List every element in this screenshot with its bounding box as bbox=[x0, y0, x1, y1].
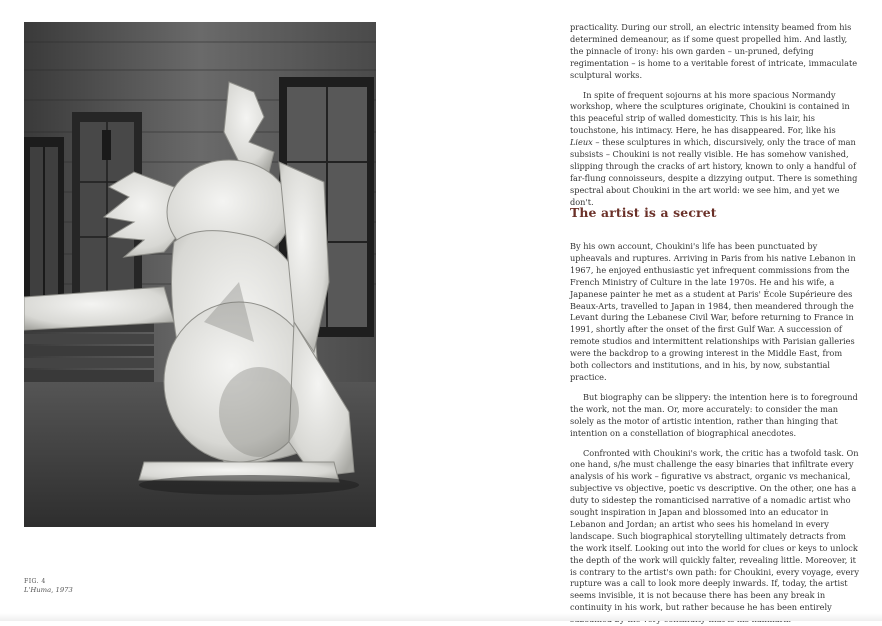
body-text-top bbox=[570, 22, 860, 209]
figure-caption bbox=[24, 578, 224, 594]
page-bottom-edge bbox=[0, 613, 882, 621]
paragraph: But biography can be slippery: the intention here is to foreground the work, not the man. Or, more accurately: to consider the man solely as the motor of artistic intention, rather than hinging that intention on a constellation of biographical anecdotes. bbox=[570, 392, 860, 440]
italic-term: Lieux bbox=[570, 137, 593, 147]
figure-title: L'Huma, 1973 bbox=[24, 586, 224, 594]
figure-label: FIG. 4 bbox=[24, 578, 224, 586]
sculpture-photo-image bbox=[24, 22, 376, 527]
paragraph-text: In spite of frequent sojourns at his more spacious Normandy workshop, where the sculptures originate, Choukini is contained in this peaceful strip of walled domesticity. This is his lair, his touchstone, his intimacy. Here, he has disappeared. For, like his bbox=[570, 90, 850, 136]
section-heading: The artist is a secret bbox=[570, 205, 717, 220]
paragraph: By his own account, Choukini's life has been punctuated by upheavals and ruptures. Arriving in Paris from his native Lebanon in 1967, he enjoyed enthusiastic yet infrequent commissions from the French Ministry of Culture in the late 1970s. He and his wife, a Japanese painter he met as a student at Paris' École Supérieure des Beaux-Arts, travelled to Japan in 1984, then meandered through the Levant during the Lebanese Civil War, before returning to France in 1991, shortly after the onset of the first Gulf War. A succession of remote studios and intermittent relationships with Parisian galleries were the backdrop to a growing interest in the Middle East, from both collectors and institutions, and in his, by now, substantial practice. bbox=[570, 241, 860, 384]
body-text-bottom bbox=[570, 241, 860, 626]
paragraph-text: – these sculptures in which, discursively, only the trace of man subsists – Choukini is not really visible. He has somehow vanished, slipping through the cracks of art history, known to only a handful of far-flung connoisseurs, despite a dizzying output. There is something spectral about Choukini in the art world: we see him, and yet we don't. bbox=[570, 137, 857, 207]
paragraph bbox=[570, 90, 860, 209]
paragraph: Confronted with Choukini's work, the critic has a twofold task. On one hand, s/he must challenge the easy binaries that infiltrate every analysis of his work – figurative vs abstract, organic vs mechanical, subjective vs objective, poetic vs descriptive. On the other, one has a duty to sidestep the romanticised narrative of a nomadic artist who sought inspiration in Japan and blossomed into an educator in Lebanon and Jordan; an artist who sees his homeland in every landscape. Such biographical storytelling ultimately detracts from the work itself. Looking out into the world for clues or keys to unlock the depth of the work will quickly falter, revealing little. Moreover, it is contrary to the artist's own path: for Choukini, every voyage, every rupture was a call to look more deeply inwards. If, today, the artist seems invisible, it is not because there has been any break in continuity in his work, but rather because he has been entirely bbox=[570, 448, 860, 626]
sculpture-photograph bbox=[24, 22, 376, 527]
paragraph: practicality. During our stroll, an electric intensity beamed from his determined demeanour, as if some quest propelled him. And lastly, the pinnacle of irony: his own garden – un-pruned, defying regimentation – is home to a veritable forest of intricate, immaculate sculptural works. bbox=[570, 22, 860, 82]
